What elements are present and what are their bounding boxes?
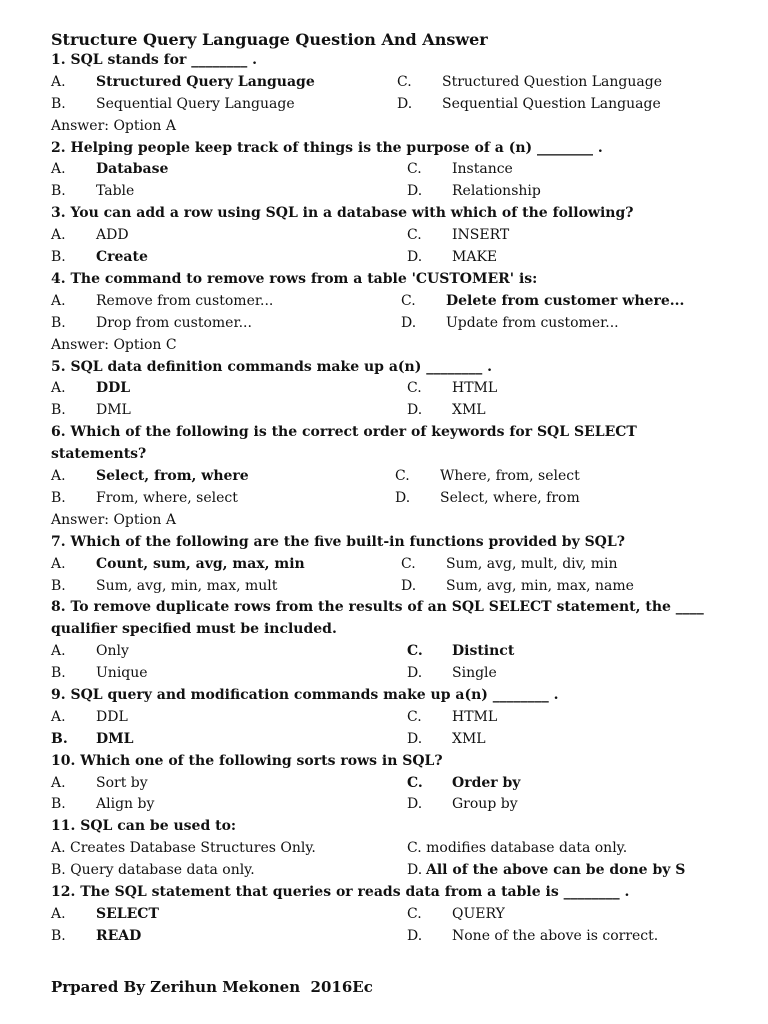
- option-row: [51, 773, 711, 795]
- question-text: 5. SQL data definition commands make up a(n) ________ .: [51, 358, 492, 375]
- answer-line: Answer: Option C: [51, 336, 177, 353]
- option-letter: C.: [395, 468, 410, 485]
- question-text: 2. Helping people keep track of things is the purpose of a (n) ________ .: [51, 139, 603, 156]
- option-text: DML: [96, 402, 131, 419]
- option-letter: A.: [51, 227, 66, 244]
- option-text: Count, sum, avg, max, min: [96, 555, 305, 572]
- option-text: DDL: [96, 380, 131, 397]
- option-text: XML: [452, 402, 486, 419]
- option-letter: D.: [407, 730, 423, 747]
- option-text: Sort by: [96, 774, 148, 791]
- option-text: Single: [452, 665, 497, 682]
- question-text: 8. To remove duplicate rows from the results of an SQL SELECT statement, the ____ qualifier specified must be included.: [51, 599, 704, 638]
- option-text: Delete from customer where...: [446, 292, 685, 309]
- answer-line: Answer: Option A: [51, 511, 176, 528]
- option-letter: D.: [395, 489, 411, 506]
- option-letter: C.: [407, 161, 422, 178]
- option-text: MAKE: [452, 249, 498, 266]
- option-text: HTML: [452, 708, 498, 725]
- option-text: Structured Query Language: [96, 73, 315, 90]
- option-letter: B. Query database data only.: [51, 862, 255, 879]
- option-letter: D.: [407, 249, 423, 266]
- option-text: Distinct: [452, 643, 515, 660]
- option-text: Unique: [96, 665, 148, 682]
- option-text: SELECT: [96, 905, 159, 922]
- option-letter: C.: [397, 73, 412, 90]
- option-text: All of the above can be done by S: [426, 862, 686, 879]
- option-row: [51, 291, 711, 313]
- option-row: [51, 313, 711, 335]
- option-text: Order by: [452, 774, 521, 791]
- question-list: [51, 50, 711, 948]
- option-letter: D.: [401, 314, 417, 331]
- question-text: 9. SQL query and modification commands make up a(n) ________ .: [51, 686, 559, 703]
- option-text: Sequential Query Language: [96, 95, 295, 112]
- option-row: [51, 926, 711, 948]
- option-letter: B.: [51, 183, 66, 200]
- option-letter: A.: [51, 905, 66, 922]
- option-letter: B.: [51, 796, 66, 813]
- option-text: Where, from, select: [440, 468, 580, 485]
- option-letter: B.: [51, 577, 66, 594]
- option-row: [51, 94, 711, 116]
- option-text: Create: [96, 249, 148, 266]
- option-row: [51, 181, 711, 203]
- option-text: QUERY: [452, 905, 505, 922]
- question-text: 7. Which of the following are the five built-in functions provided by SQL?: [51, 533, 625, 550]
- page-title: Structure Query Language Question And Answer: [51, 30, 488, 49]
- option-text: Sequential Question Language: [442, 95, 661, 112]
- option-letter: A.: [51, 161, 66, 178]
- option-row: [51, 225, 711, 247]
- option-text: Select, where, from: [440, 489, 580, 506]
- option-text: Structured Question Language: [442, 73, 662, 90]
- option-text: Select, from, where: [96, 468, 249, 485]
- option-row: [51, 641, 711, 663]
- option-letter: C.: [407, 380, 422, 397]
- option-row: [51, 466, 711, 488]
- option-text: ADD: [96, 227, 129, 244]
- option-letter: B.: [51, 95, 66, 112]
- option-letter: D.: [407, 183, 423, 200]
- option-text: READ: [96, 927, 142, 944]
- option-text: Relationship: [452, 183, 541, 200]
- option-letter: C.: [407, 708, 422, 725]
- option-letter: C.: [401, 292, 416, 309]
- option-text: Group by: [452, 796, 518, 813]
- option-text: Update from customer...: [446, 314, 619, 331]
- option-letter: B.: [51, 730, 68, 747]
- option-text: Table: [96, 183, 135, 200]
- question-text: 10. Which one of the following sorts rows in SQL?: [51, 752, 443, 769]
- option-letter: A.: [51, 555, 66, 572]
- option-letter: A. Creates Database Structures Only.: [51, 840, 316, 857]
- option-text: XML: [452, 730, 486, 747]
- option-letter: C.: [401, 555, 416, 572]
- option-text: Sum, avg, min, max, mult: [96, 577, 278, 594]
- option-letter: A.: [51, 708, 66, 725]
- option-text: Sum, avg, mult, div, min: [446, 555, 618, 572]
- question-text: 1. SQL stands for ________ .: [51, 52, 258, 68]
- option-letter: D.: [407, 402, 423, 419]
- option-letter: A.: [51, 292, 66, 309]
- question-text: 3. You can add a row using SQL in a database with which of the following?: [51, 205, 634, 222]
- option-letter: C.: [407, 643, 423, 660]
- option-letter: C.: [407, 774, 423, 791]
- option-letter: B.: [51, 314, 66, 331]
- option-row: [51, 860, 711, 882]
- option-row: [51, 247, 711, 269]
- option-letter: D.: [407, 927, 423, 944]
- option-row: [51, 707, 711, 729]
- option-letter: D.: [407, 862, 423, 879]
- option-letter: B.: [51, 402, 66, 419]
- option-text: HTML: [452, 380, 498, 397]
- option-letter: B.: [51, 665, 66, 682]
- option-row: [51, 663, 711, 685]
- footer-credit: Prpared By Zerihun Mekonen 2016Ec: [51, 978, 373, 996]
- option-text: Remove from customer...: [96, 292, 274, 309]
- option-row: [51, 159, 711, 181]
- option-letter: D.: [407, 665, 423, 682]
- option-text: Only: [96, 643, 129, 660]
- option-letter: A.: [51, 73, 66, 90]
- option-row: [51, 378, 711, 400]
- option-text: DML: [96, 730, 134, 747]
- option-text: Drop from customer...: [96, 314, 252, 331]
- option-row: [51, 400, 711, 422]
- question-text: 6. Which of the following is the correct order of keywords for SQL SELECT statements?: [51, 424, 637, 463]
- option-letter: C.: [407, 905, 422, 922]
- option-letter: D.: [397, 95, 413, 112]
- option-letter: A.: [51, 380, 66, 397]
- option-text: Align by: [96, 796, 155, 813]
- question-sheet: [51, 30, 711, 948]
- option-letter: B.: [51, 249, 66, 266]
- answer-line: Answer: Option A: [51, 117, 176, 134]
- option-text: Database: [96, 161, 169, 178]
- option-letter: B.: [51, 489, 66, 506]
- option-text: From, where, select: [96, 489, 238, 506]
- option-text: INSERT: [452, 227, 510, 244]
- option-letter: A.: [51, 468, 66, 485]
- option-row: [51, 904, 711, 926]
- question-text: 11. SQL can be used to:: [51, 818, 237, 835]
- option-letter: C.: [407, 227, 422, 244]
- option-row: [51, 554, 711, 576]
- question-text: 4. The command to remove rows from a table 'CUSTOMER' is:: [51, 270, 538, 287]
- option-text: Sum, avg, min, max, name: [446, 577, 634, 594]
- option-text: Instance: [452, 161, 513, 178]
- option-row: [51, 838, 711, 860]
- option-row: [51, 729, 711, 751]
- option-row: [51, 794, 711, 816]
- option-letter: A.: [51, 774, 66, 791]
- option-letter: B.: [51, 927, 66, 944]
- option-text: None of the above is correct.: [452, 927, 659, 944]
- option-letter: D.: [407, 796, 423, 813]
- option-letter: A.: [51, 643, 66, 660]
- option-letter: C. modifies database data only.: [407, 840, 628, 857]
- option-letter: D.: [401, 577, 417, 594]
- option-row: [51, 488, 711, 510]
- option-text: DDL: [96, 708, 128, 725]
- question-text: 12. The SQL statement that queries or reads data from a table is ________ .: [51, 884, 630, 901]
- option-row: [51, 72, 711, 94]
- option-row: [51, 576, 711, 598]
